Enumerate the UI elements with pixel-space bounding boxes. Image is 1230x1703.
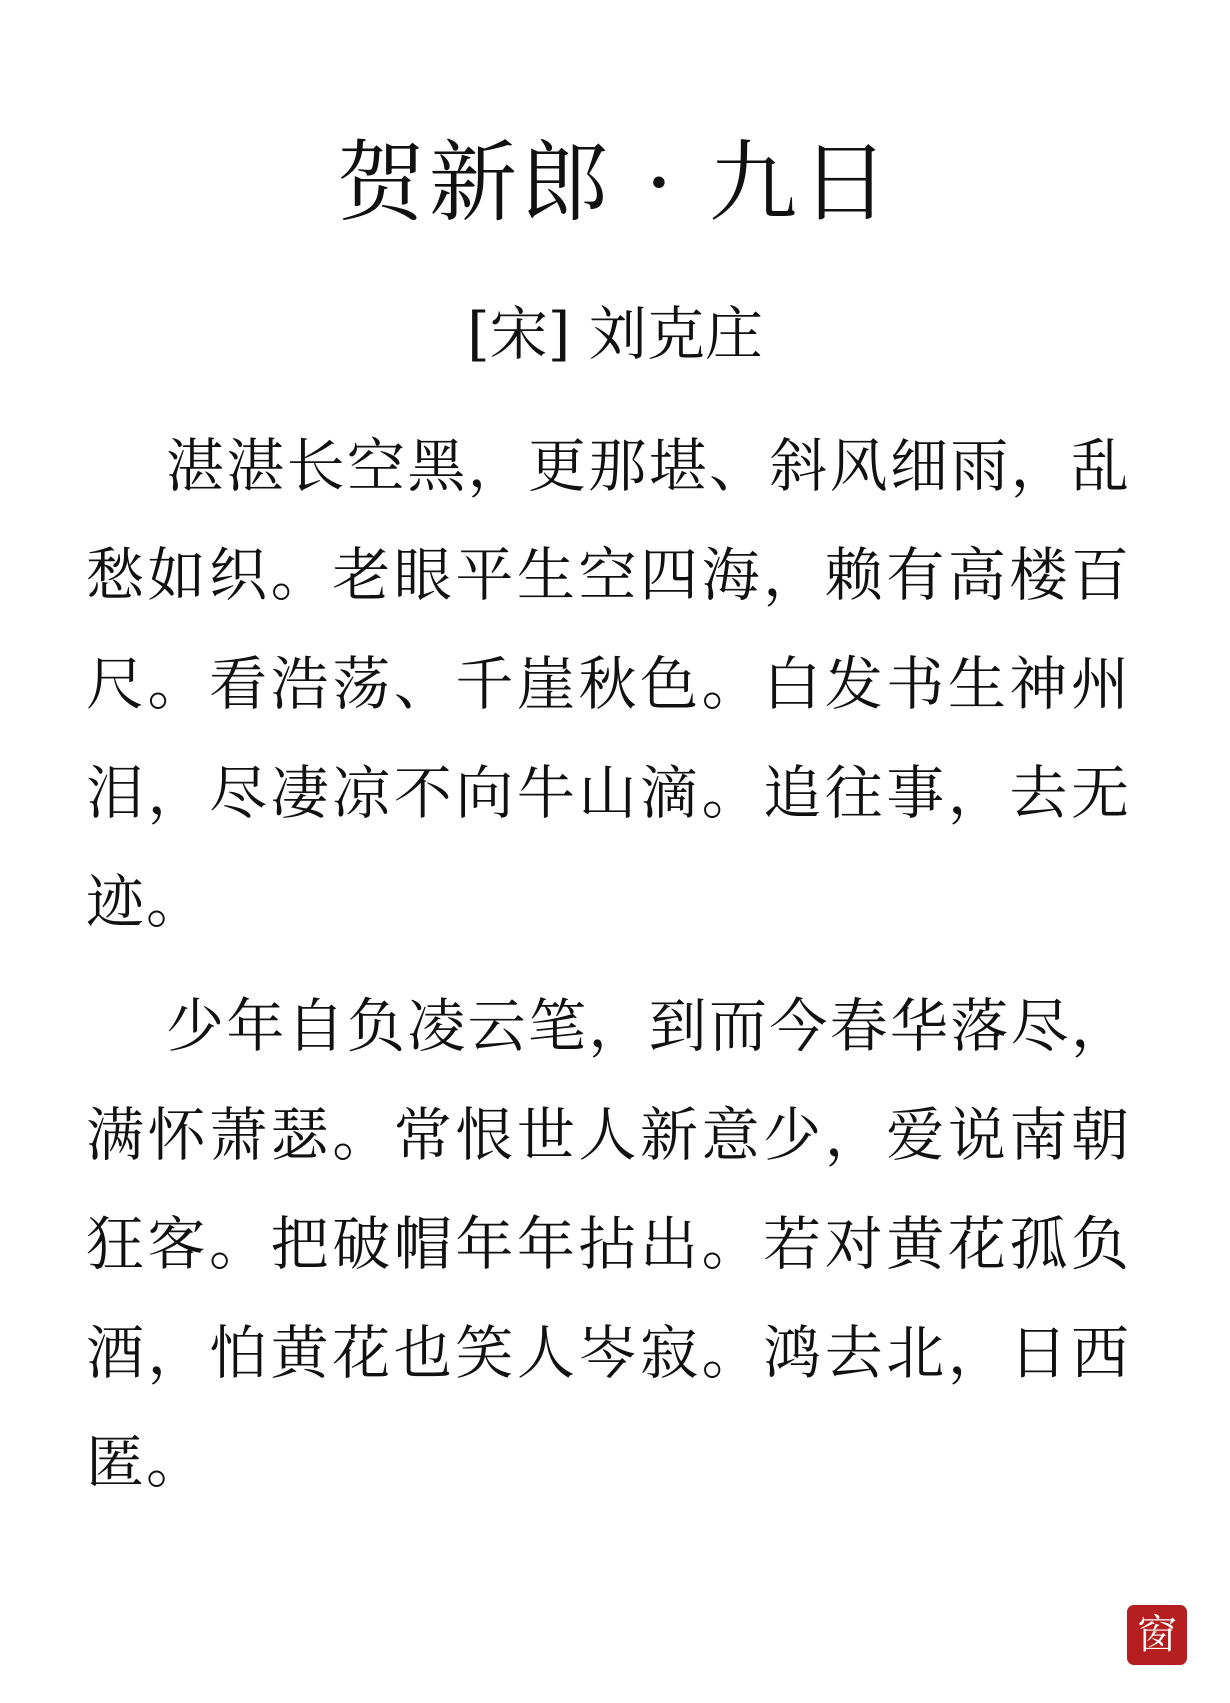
poem-stanza-1: 湛湛长空黑，更那堪、斜风细雨，乱愁如织。老眼平生空四海，赖有高楼百尺。看浩荡、千崖秋色。白发书生神州泪，尽凄凉不向牛山滴。追往事，去无迹。: [86, 432, 1131, 936]
seal-logo-icon: 窗: [1127, 1605, 1187, 1665]
poem-title: 贺新郎 · 九日: [337, 131, 893, 234]
poem-author: [宋] 刘克庄: [467, 300, 763, 368]
poem-stanza-2: 少年自负凌云笔，到而今春华落尽，满怀萧瑟。常恨世人新意少，爱说南朝狂客。把破帽年年拈出。若对黄花孤负酒，怕黄花也笑人岑寂。鸿去北，日西匿。: [86, 992, 1131, 1496]
